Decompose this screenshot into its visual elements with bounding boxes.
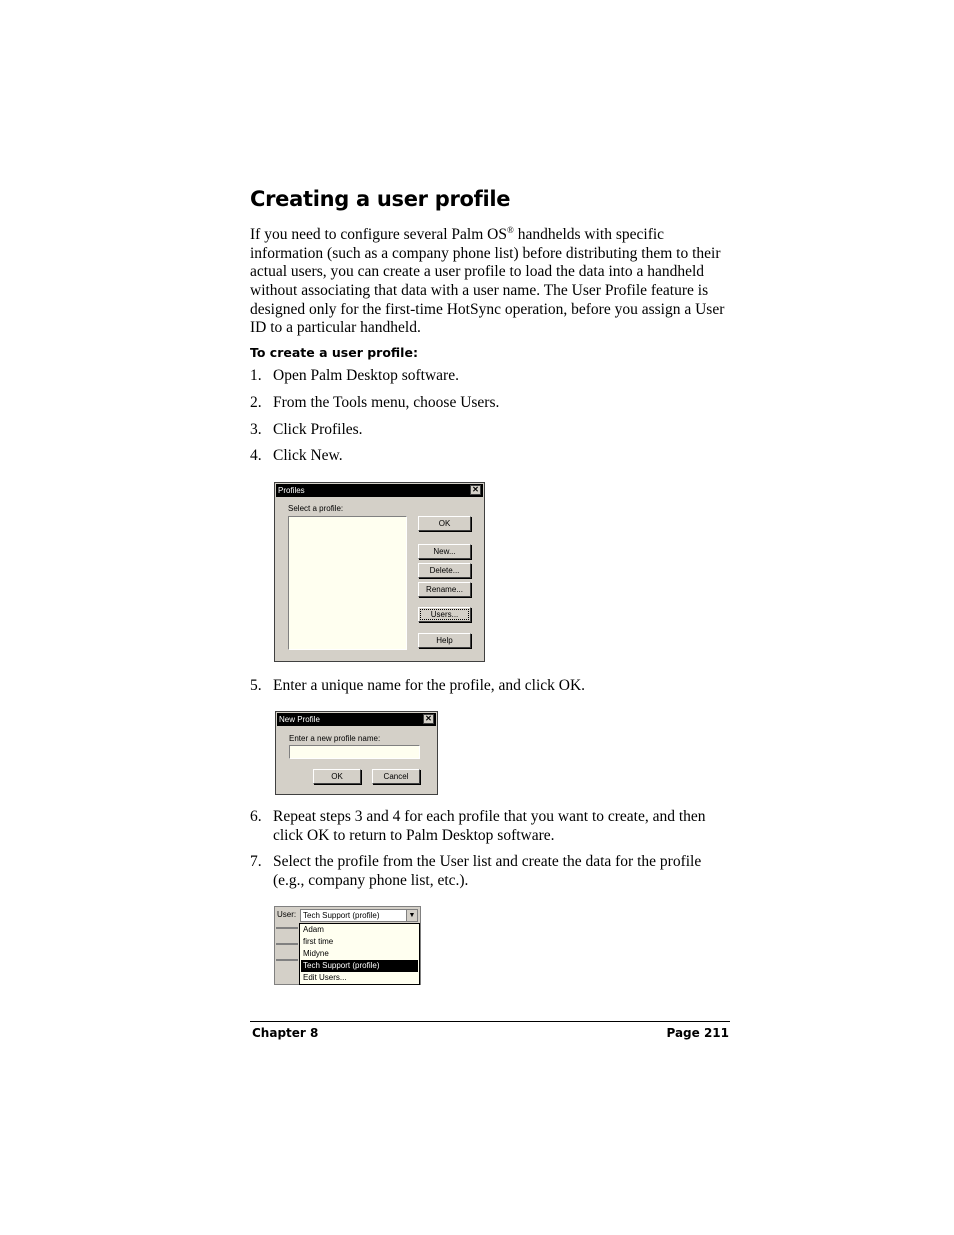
help-button[interactable]: Help — [418, 633, 471, 648]
step-1 — [250, 366, 730, 385]
profile-name-input[interactable] — [289, 745, 420, 759]
select-profile-label: Select a profile: — [288, 504, 344, 513]
users-button[interactable]: Users... — [418, 607, 471, 622]
new-profile-titlebar — [277, 713, 436, 726]
background-divider — [276, 959, 298, 961]
user-option-midyne[interactable]: Midyne — [303, 949, 329, 958]
user-option-adam[interactable]: Adam — [303, 925, 324, 934]
step-number: 4. — [250, 447, 262, 464]
profiles-title: Profiles — [278, 486, 305, 495]
step-number: 6. — [250, 808, 262, 825]
new-profile-name-label: Enter a new profile name: — [289, 734, 381, 743]
intro-text-1: If you need to configure several Palm OS — [250, 226, 507, 244]
new-profile-dialog — [275, 711, 438, 795]
intro-text-2: handhelds with specific information (such as a company phone list) before distributing them to their actual users, you can create a user profile to load the data into a handheld without associating that data with a user name. The User Profile feature is designed only for the first-time HotSync operation, before you assign a User ID to a particular handheld. — [250, 226, 725, 337]
step-number: 5. — [250, 677, 262, 694]
step-3 — [250, 420, 730, 439]
step-number: 7. — [250, 853, 262, 870]
footer-chapter: Chapter 8 — [252, 1026, 319, 1040]
profiles-dialog — [274, 482, 485, 662]
chevron-down-icon[interactable]: ▼ — [406, 910, 417, 921]
step-text: Click New. — [273, 447, 343, 464]
background-divider — [276, 927, 298, 929]
step-text: Enter a unique name for the profile, and click OK. — [273, 677, 586, 694]
close-icon[interactable]: ✕ — [423, 714, 434, 724]
user-selector-panel — [274, 906, 421, 985]
user-option-tech-support[interactable]: Tech Support (profile) — [301, 960, 418, 972]
step-2 — [250, 393, 730, 412]
step-6 — [250, 807, 730, 845]
step-4 — [250, 446, 730, 465]
step-7 — [250, 852, 730, 890]
step-number: 1. — [250, 367, 262, 384]
user-label: User: — [277, 910, 297, 919]
footer-rule — [250, 1021, 730, 1022]
new-profile-title: New Profile — [279, 715, 320, 724]
user-combobox[interactable] — [300, 909, 418, 922]
user-option-first-time[interactable]: first time — [303, 937, 334, 946]
procedure-heading: To create a user profile: — [250, 345, 418, 360]
close-icon[interactable]: ✕ — [470, 485, 481, 495]
intro-paragraph — [250, 221, 730, 338]
step-text: Select the profile from the User list and create the data for the profile (e.g., company phone list, etc.). — [273, 853, 702, 889]
step-number: 3. — [250, 421, 262, 438]
page-title: Creating a user profile — [250, 187, 511, 211]
registered-mark: ® — [506, 225, 514, 235]
user-dropdown-list — [299, 923, 420, 985]
cancel-button[interactable]: Cancel — [372, 769, 420, 784]
step-5 — [250, 676, 730, 695]
step-text: Open Palm Desktop software. — [273, 367, 459, 384]
new-button[interactable]: New... — [418, 544, 471, 559]
profile-listbox[interactable] — [288, 516, 407, 650]
profiles-titlebar — [276, 484, 483, 497]
step-text: Repeat steps 3 and 4 for each profile that you want to create, and then click OK to return to Palm Desktop software. — [273, 808, 706, 844]
footer-page-number: Page 211 — [666, 1026, 729, 1040]
step-text: Click Profiles. — [273, 421, 363, 438]
delete-button[interactable]: Delete... — [418, 563, 471, 578]
step-number: 2. — [250, 394, 262, 411]
rename-button[interactable]: Rename... — [418, 582, 471, 597]
background-divider — [276, 943, 298, 945]
user-option-edit-users[interactable]: Edit Users... — [303, 973, 347, 982]
step-text: From the Tools menu, choose Users. — [273, 394, 500, 411]
ok-button[interactable]: OK — [313, 769, 361, 784]
user-combobox-value: Tech Support (profile) — [303, 911, 380, 920]
ok-button[interactable]: OK — [418, 516, 471, 531]
